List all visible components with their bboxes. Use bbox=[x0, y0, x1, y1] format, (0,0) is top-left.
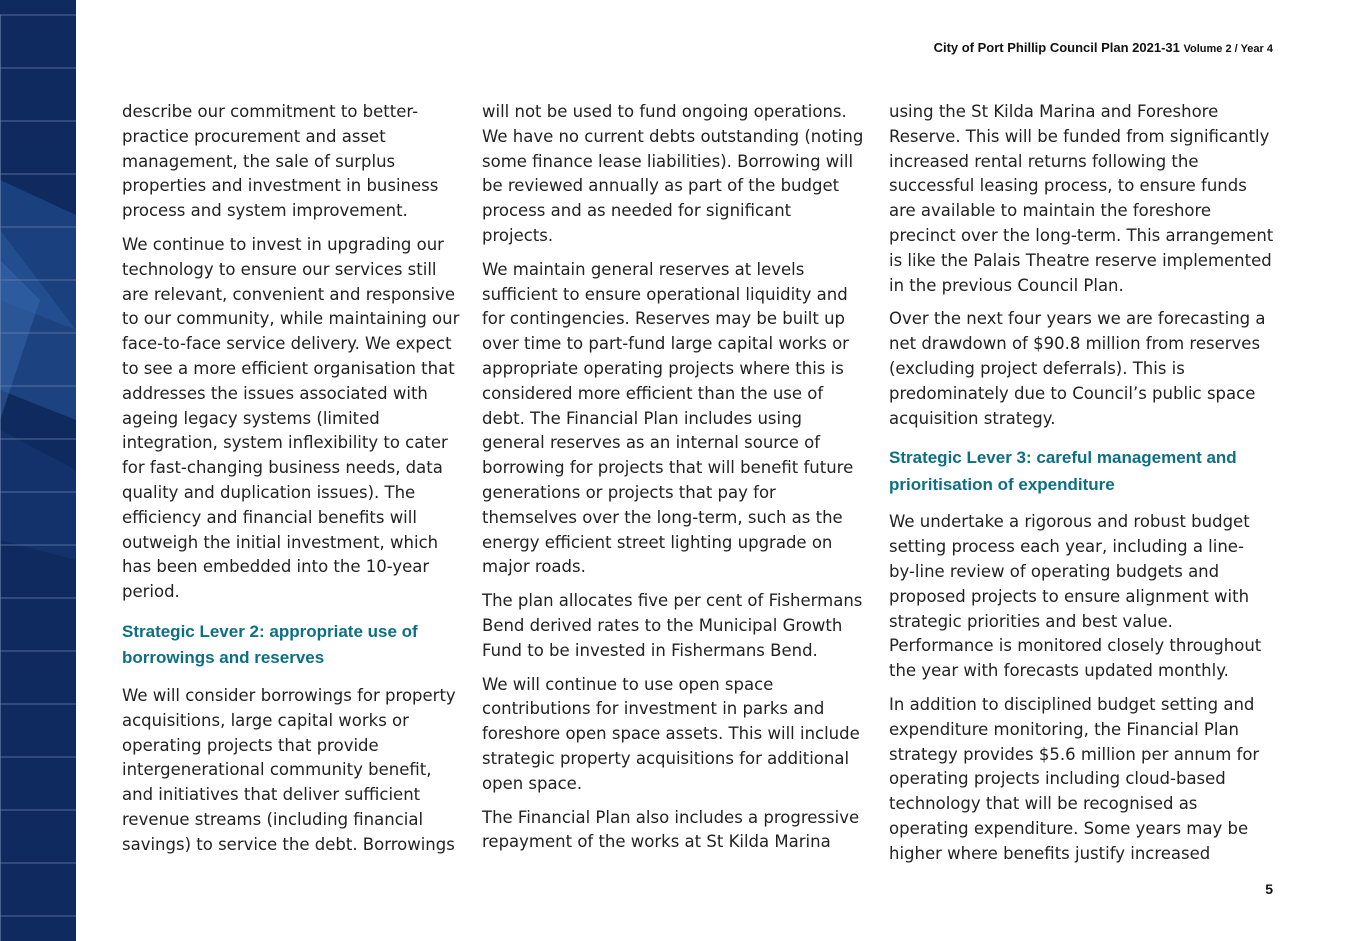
text-line: projects. bbox=[482, 225, 554, 245]
text-line: operating expenditure. Some years may be bbox=[889, 818, 1249, 838]
text-column-3 bbox=[889, 100, 1279, 876]
page-number: 5 bbox=[1265, 881, 1273, 897]
volume-label: Volume 2 / Year 4 bbox=[1183, 43, 1273, 55]
text-line: general reserves as an internal source of bbox=[482, 433, 821, 453]
text-line: are available to maintain the foreshore bbox=[889, 201, 1212, 221]
text-line: for contingencies. Reserves may be built up bbox=[482, 309, 846, 329]
text-line: outweigh the initial investment, which bbox=[122, 532, 439, 552]
text-line: addresses the issues associated with bbox=[122, 383, 428, 403]
text-line: (excluding project deferrals). This is bbox=[889, 358, 1185, 378]
paragraph bbox=[122, 684, 462, 858]
paragraph bbox=[122, 233, 462, 605]
paragraph bbox=[122, 100, 462, 224]
text-line: operating projects that provide bbox=[122, 735, 379, 755]
text-line: increased rental returns following the bbox=[889, 151, 1199, 171]
text-line: generations or projects that pay for bbox=[482, 482, 776, 502]
text-line: strategic priorities and best value. bbox=[889, 611, 1173, 631]
text-line: appropriate operating projects where this is bbox=[482, 358, 844, 378]
paragraph bbox=[482, 589, 872, 663]
text-line: contributions for investment in parks and bbox=[482, 699, 825, 719]
text-line: borrowings and reserves bbox=[122, 648, 325, 668]
text-line: technology to ensure our services still bbox=[122, 259, 437, 279]
text-line: process and system improvement. bbox=[122, 201, 408, 221]
side-band-pattern bbox=[0, 0, 76, 941]
text-line: Strategic Lever 2: appropriate use of bbox=[122, 621, 418, 641]
text-line: and initiatives that deliver sufficient bbox=[122, 785, 421, 805]
text-line: practice procurement and asset bbox=[122, 126, 386, 146]
text-line: be reviewed annually as part of the budget bbox=[482, 176, 840, 196]
section-heading bbox=[122, 619, 462, 672]
text-line: We undertake a rigorous and robust budget bbox=[889, 512, 1250, 532]
text-line: themselves over the long-term, such as the bbox=[482, 507, 843, 527]
text-line: integration, system inflexibility to cater bbox=[122, 433, 448, 453]
text-line: Fund to be invested in Fishermans Bend. bbox=[482, 640, 818, 660]
text-line: We will continue to use open space bbox=[482, 674, 774, 694]
paragraph bbox=[889, 100, 1279, 298]
text-line: expenditure monitoring, the Financial Plan bbox=[889, 719, 1239, 739]
text-line: revenue streams (including financial bbox=[122, 809, 424, 829]
text-line: Bend derived rates to the Municipal Growth bbox=[482, 615, 843, 635]
text-line: by-line review of operating budgets and bbox=[889, 561, 1220, 581]
text-line: In addition to disciplined budget setting and bbox=[889, 694, 1255, 714]
paragraph bbox=[889, 693, 1279, 867]
text-line: intergenerational community benefit, bbox=[122, 760, 432, 780]
text-line: are relevant, convenient and responsive bbox=[122, 284, 456, 304]
text-line: management, the sale of surplus bbox=[122, 151, 396, 171]
paragraph bbox=[482, 673, 872, 797]
text-line: Strategic Lever 3: careful management and bbox=[889, 448, 1237, 468]
text-line: repayment of the works at St Kilda Marina bbox=[482, 832, 831, 852]
text-line: The Financial Plan also includes a progressive bbox=[482, 807, 860, 827]
text-line: debt. The Financial Plan includes using bbox=[482, 408, 803, 428]
text-line: sufficient to ensure operational liquidity and bbox=[482, 284, 848, 304]
text-line: prioritisation of expenditure bbox=[889, 474, 1115, 494]
section-heading bbox=[889, 445, 1279, 498]
text-line: efficiency and financial benefits will bbox=[122, 507, 417, 527]
paragraph bbox=[482, 100, 872, 249]
text-line: considered more efficient than the use of bbox=[482, 383, 824, 403]
text-line: face-to-face service delivery. We expect bbox=[122, 334, 452, 354]
text-column-2 bbox=[482, 100, 872, 864]
text-column-1 bbox=[122, 100, 462, 867]
text-line: foreshore open space assets. This will include bbox=[482, 724, 860, 744]
document-header bbox=[934, 40, 1273, 55]
text-line: acquisitions, large capital works or bbox=[122, 710, 409, 730]
text-line: the year with forecasts updated monthly. bbox=[889, 661, 1229, 681]
text-line: precinct over the long-term. This arrangement bbox=[889, 225, 1274, 245]
text-line: Over the next four years we are forecasting a bbox=[889, 309, 1266, 329]
text-line: The plan allocates five per cent of Fishermans bbox=[482, 591, 863, 611]
text-line: Performance is monitored closely throughout bbox=[889, 636, 1262, 656]
text-line: to see a more efficient organisation that bbox=[122, 358, 455, 378]
text-line: properties and investment in business bbox=[122, 176, 439, 196]
text-line: We will consider borrowings for property bbox=[122, 685, 456, 705]
text-line: for fast-changing business needs, data bbox=[122, 458, 443, 478]
paragraph bbox=[889, 307, 1279, 431]
text-line: process and as needed for significant bbox=[482, 201, 792, 221]
text-line: technology that will be recognised as bbox=[889, 794, 1198, 814]
paragraph bbox=[889, 510, 1279, 684]
text-line: strategic property acquisitions for additional bbox=[482, 748, 850, 768]
text-line: net drawdown of $90.8 million from reserves bbox=[889, 334, 1261, 354]
text-line: setting process each year, including a line- bbox=[889, 537, 1244, 557]
decorative-side-band bbox=[0, 0, 76, 941]
text-line: to our community, while maintaining our bbox=[122, 309, 460, 329]
paragraph bbox=[482, 258, 872, 580]
text-line: using the St Kilda Marina and Foreshore bbox=[889, 102, 1219, 121]
text-line: We have no current debts outstanding (noting bbox=[482, 126, 864, 146]
text-line: higher where benefits justify increased bbox=[889, 843, 1211, 863]
text-line: over time to part-fund large capital works or bbox=[482, 334, 849, 354]
text-line: is like the Palais Theatre reserve implemented bbox=[889, 250, 1272, 270]
text-line: operating projects including cloud-based bbox=[889, 769, 1226, 789]
text-line: energy efficient street lighting upgrade on bbox=[482, 532, 833, 552]
text-line: open space. bbox=[482, 773, 583, 793]
text-line: borrowing for projects that will benefit future bbox=[482, 458, 854, 478]
paragraph bbox=[482, 806, 872, 856]
text-line: major roads. bbox=[482, 557, 586, 577]
text-line: period. bbox=[122, 582, 180, 602]
document-title: City of Port Phillip Council Plan 2021-31 bbox=[933, 40, 1180, 55]
text-line: We continue to invest in upgrading our bbox=[122, 234, 444, 254]
text-line: describe our commitment to better- bbox=[122, 102, 419, 121]
text-line: predominately due to Council’s public space bbox=[889, 383, 1256, 403]
text-line: quality and duplication issues). The bbox=[122, 482, 416, 502]
text-line: Reserve. This will be funded from significantly bbox=[889, 126, 1270, 146]
text-line: proposed projects to ensure alignment with bbox=[889, 586, 1250, 606]
text-line: some finance lease liabilities). Borrowing will bbox=[482, 151, 854, 171]
text-line: ageing legacy systems (limited bbox=[122, 408, 380, 428]
text-line: We maintain general reserves at levels bbox=[482, 259, 805, 279]
text-line: in the previous Council Plan. bbox=[889, 275, 1124, 295]
text-line: acquisition strategy. bbox=[889, 408, 1056, 428]
text-line: successful leasing process, to ensure funds bbox=[889, 176, 1247, 196]
text-line: savings) to service the debt. Borrowings bbox=[122, 834, 455, 854]
text-line: will not be used to fund ongoing operations. bbox=[482, 102, 847, 121]
text-line: strategy provides $5.6 million per annum for bbox=[889, 744, 1260, 764]
text-line: has been embedded into the 10-year bbox=[122, 557, 430, 577]
